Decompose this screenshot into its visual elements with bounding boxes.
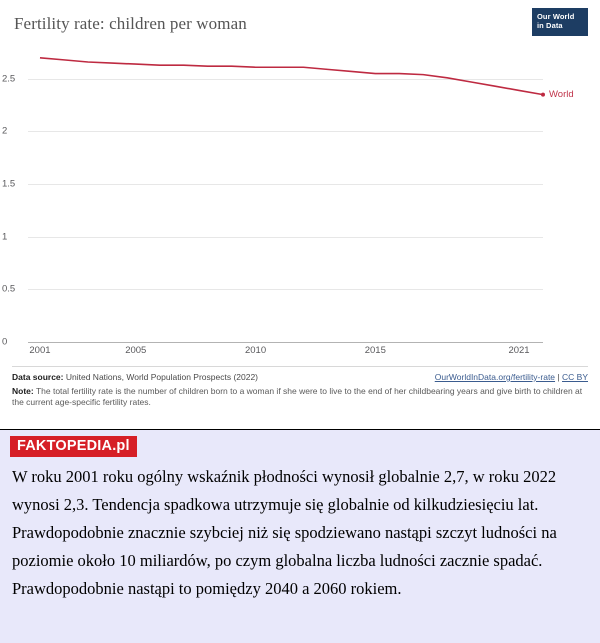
caption-block: [0, 430, 600, 643]
series-label-world: World: [549, 88, 574, 100]
chart-note-prefix: Note:: [12, 385, 34, 396]
data-source: [12, 372, 258, 384]
y-axis-tick-label: 1.5: [2, 178, 16, 190]
caption-text: W roku 2001 roku ogólny wskaźnik płodności wynosił globalnie 2,7, w roku 2022 wynosi 2,3. Tendencja spadkowa utrzymuje się globalnie od kilkudziesięciu lat. Prawdopodobnie znacznie szybciej niż się spodziewano nastąpi szczyt ludności na poziomie około 10 miliardów, po czym globalna liczba ludności zacznie spadać. Prawdopodobnie nastąpi to pomiędzy 2040 a 2060 rokiem.: [12, 467, 557, 598]
link-separator: |: [557, 372, 560, 382]
license-link[interactable]: CC BY: [562, 372, 588, 382]
logo-line-2: in Data: [537, 21, 563, 30]
series-endpoint-marker: [541, 93, 545, 97]
series-line-world: [40, 58, 543, 95]
y-axis-tick-label: 1: [2, 231, 8, 243]
chart-note: [12, 386, 588, 409]
brand-name: FAKTOPEDIA: [17, 438, 113, 454]
x-axis-tick-label: 2021: [508, 345, 530, 356]
our-world-in-data-logo: [532, 8, 588, 36]
x-axis-tick-label: 2015: [364, 345, 386, 356]
brand-suffix: .pl: [112, 438, 130, 454]
footer-links: [435, 372, 588, 384]
chart-plot-area: [2, 42, 574, 348]
x-axis-ticks: [28, 342, 543, 362]
owid-link[interactable]: OurWorldInData.org/fertility-rate: [434, 372, 556, 382]
chart-note-text: The total fertility rate is the number of children born to a woman if she were to live to the end of her childbearing years and give birth to children at the current age-specific fertility rates.: [12, 385, 583, 407]
y-axis-tick-label: 0.5: [2, 283, 16, 295]
y-axis-tick-label: 2.5: [2, 73, 16, 85]
x-axis-tick-label: 2001: [29, 345, 51, 356]
x-axis-tick-label: 2005: [125, 345, 147, 356]
data-source-prefix: Data source:: [12, 372, 64, 382]
footer-divider: [12, 366, 588, 367]
series-canvas: [28, 42, 543, 342]
logo-line-1: Our World: [537, 12, 575, 21]
y-axis-tick-label: 0: [2, 336, 8, 348]
y-axis-tick-label: 2: [2, 125, 8, 137]
chart-title: Fertility rate: children per woman: [14, 14, 247, 33]
x-axis-tick-label: 2010: [244, 345, 267, 356]
chart-footer: [12, 372, 588, 409]
data-source-text: United Nations, World Population Prospects (2022): [65, 372, 259, 382]
faktopedia-badge: [10, 436, 137, 457]
